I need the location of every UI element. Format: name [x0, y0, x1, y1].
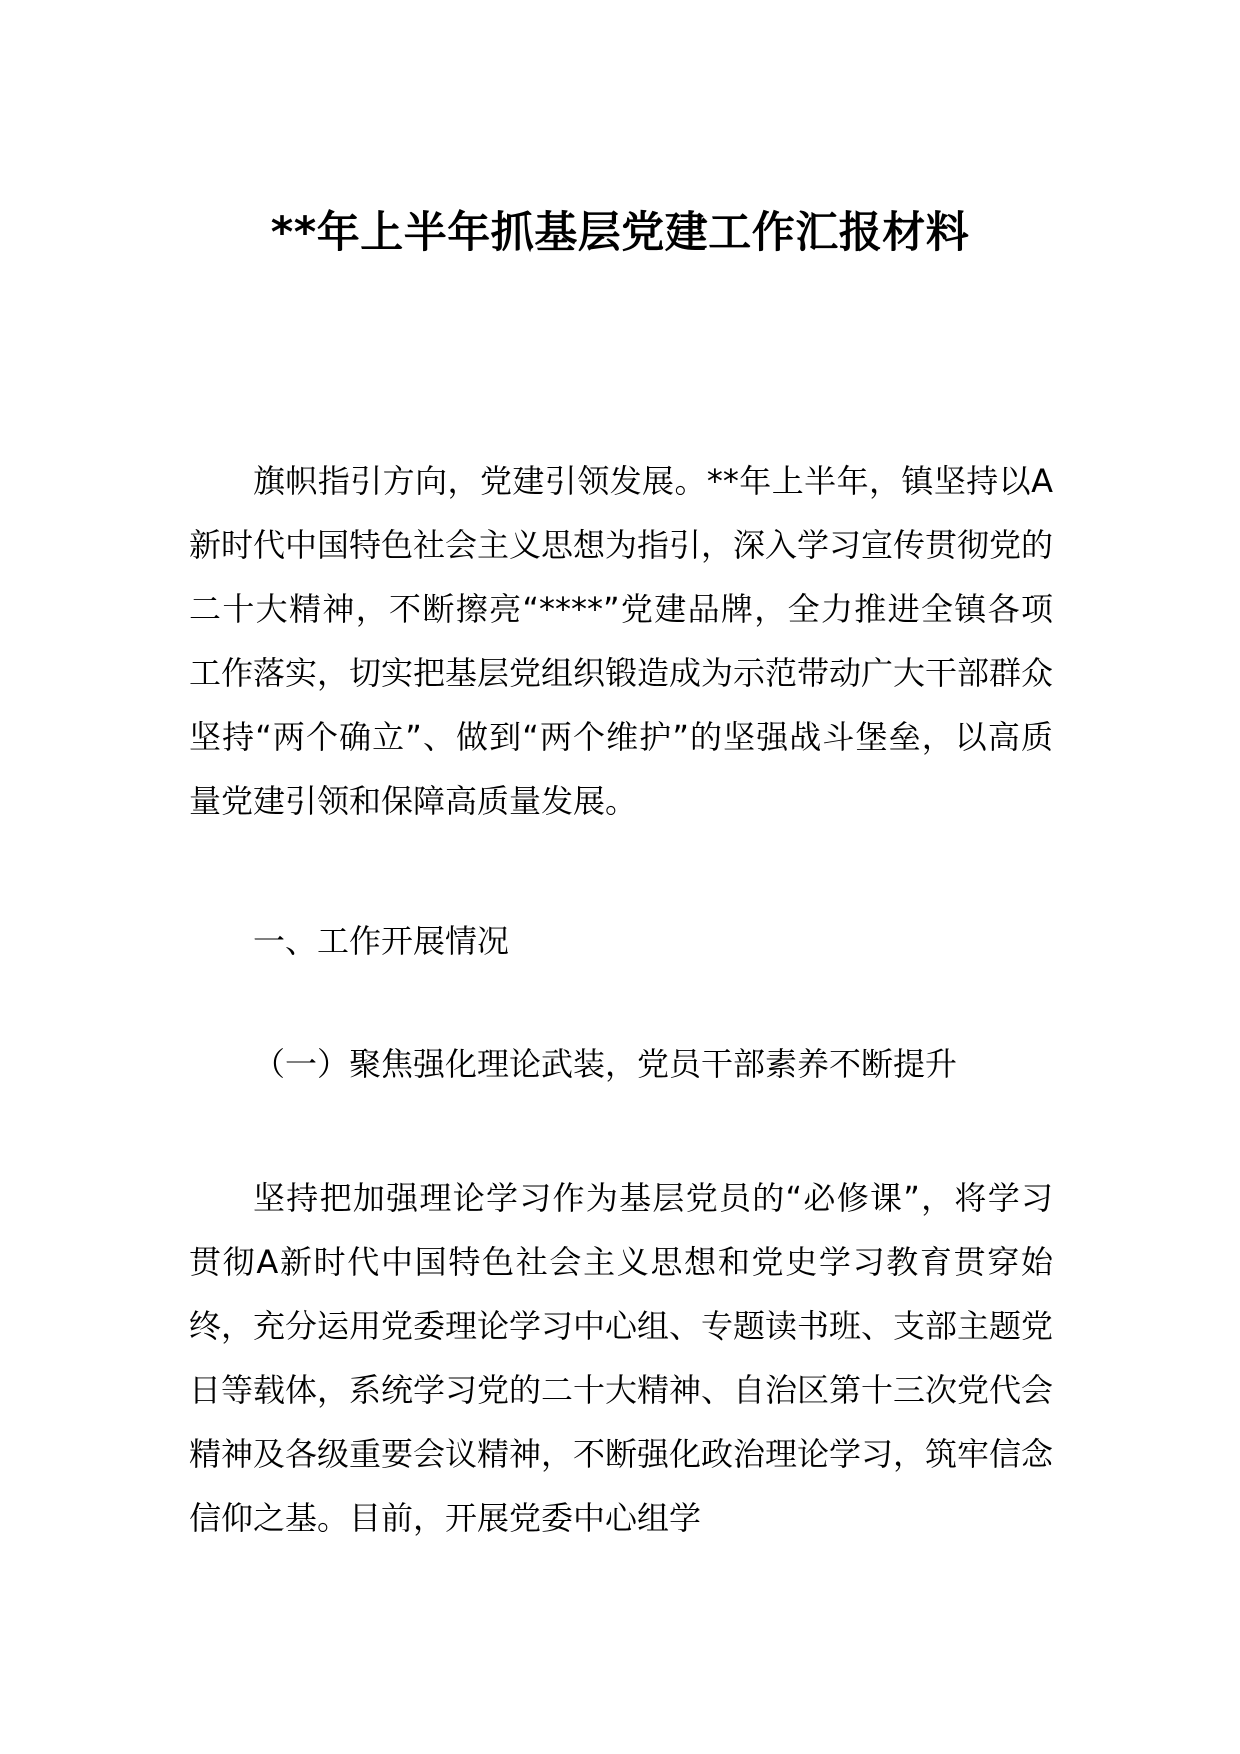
- section-heading: 一、工作开展情况: [253, 922, 510, 960]
- document-title: **年上半年抓基层党建工作汇报材料: [270, 208, 970, 258]
- body-paragraph: 坚持把加强理论学习作为基层党员的“必修课”，将学习贯彻A新时代中国特色社会主义思想和党史学习教育贯穿始终，充分运用党委理论学习中心组、专题读书班、支部主题党日等载体，系统学习党的二十大精神、自治区第十三次党代会精神及各级重要会议精神，不断强化政治理论学习，筑牢信念信仰之基。目前，开展党委中心组学: [189, 1179, 1054, 1537]
- intro-paragraph: 旗帜指引方向，党建引领发展。**年上半年，镇坚持以A新时代中国特色社会主义思想为指引，深入学习宣传贯彻党的二十大精神，不断擦亮“****”党建品牌，全力推进全镇各项工作落实，切实把基层党组织锻造成为示范带动广大干部群众坚持“两个确立”、做到“两个维护”的坚强战斗堡垒，以高质量党建引领和保障高质量发展。: [189, 462, 1054, 820]
- subsection-heading: （一）聚焦强化理论武装，党员干部素养不断提升: [253, 1045, 958, 1083]
